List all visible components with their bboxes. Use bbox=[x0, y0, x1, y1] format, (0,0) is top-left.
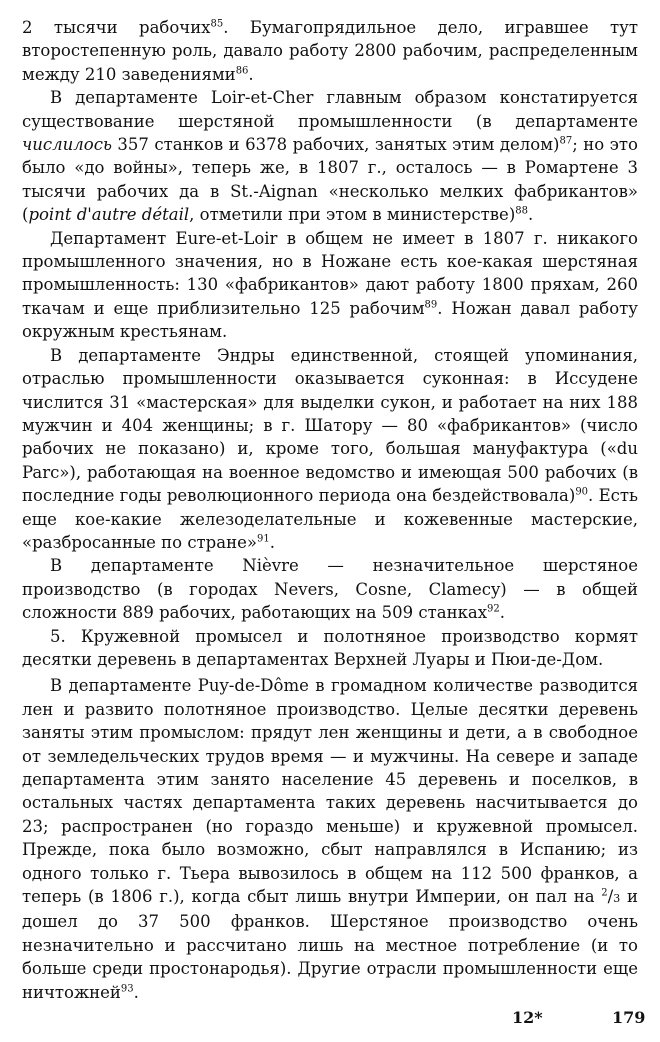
page-number: 179 bbox=[612, 1008, 646, 1027]
footnote-ref: 2 bbox=[601, 887, 608, 899]
footnote-ref: 86 bbox=[235, 65, 249, 77]
footnote-ref: 90 bbox=[575, 486, 589, 498]
paragraph bbox=[22, 86, 638, 226]
text-run: 2 тысячи рабочих bbox=[22, 18, 211, 37]
text-run: 5. Кружевной промысел и полотняное производство кормят десятки деревень в департаментах Верхней Луары и Пюи-де-Дом. bbox=[22, 626, 638, 669]
fraction-part: 3 bbox=[613, 892, 621, 906]
footnote-ref: 89 bbox=[424, 299, 438, 311]
paragraph bbox=[22, 227, 638, 344]
text-run: . bbox=[248, 64, 254, 84]
text-run: В департаменте Эндры единственной, стоящей упоминания, отраслью промышленности оказывается суконная: в Иссудене числится 31 «мастерская» для выделки сукон, и работает на них 188 мужчин и 404 женщины; в г. Шатору — 80 «фабрикантов» (число рабочих не показано) и, кроме того, большая мануфактура («du Parc»), работающая на военное ведомство и имеющая 500 рабочих (в последние годы революционного периода она бездействовала) bbox=[22, 345, 638, 506]
footnote-ref: 92 bbox=[487, 603, 500, 615]
italic-text: числилось bbox=[22, 135, 112, 155]
text-run: ; но это было «до войны», теперь же, в 1807 г., осталось — в Ромартене 3 тысячи рабочих да в St.-Aignan «несколько мелких фабрикантов» ( bbox=[22, 135, 638, 225]
text-run: , отметили при этом в министерстве) bbox=[189, 205, 516, 225]
text-run: и дошел до 37 500 франков. Шерстяное производство очень незначительно и рассчитано лишь на местное потребление (и то больше среди простонародья). Другие отрасли промышленности еще ничтожней bbox=[22, 887, 638, 1002]
text-run: В департаменте Puy-de-Dôme в громадном количестве разводится лен и развито полотняное производство. Целые десятки деревень заняты этим промыслом: прядут лен женщины и дети, а в свободное от земледельческих трудов время — и мужчины. На севере и западе департамента этим занято население 45 деревень и поселков, в остальных частях департамента таких деревень насчитывается до 23; распространен (но гораздо меньше) и кружевной промысел. Прежде, пока было возможно, сбыт направлялся в Испанию; из одного только г. Тьера вывозилось в общем на 112 500 франков, а теперь (в 1806 г.), когда сбыт лишь внутри Империи, он пал на bbox=[22, 676, 638, 907]
paragraph bbox=[22, 16, 638, 86]
printer-signature-mark: 12* bbox=[512, 1008, 543, 1027]
text-run: . bbox=[528, 205, 534, 225]
italic-text: point d'autre détail bbox=[28, 205, 190, 225]
paragraph bbox=[22, 674, 638, 1004]
text-run: В департаменте Nièvre — незначительное шерстяное производство (в городах Nevers, Cosne, Clamecy) — в общей сложности 889 рабочих, работающих на 509 станках bbox=[22, 556, 638, 623]
paragraph bbox=[22, 625, 638, 672]
footnote-ref: 87 bbox=[559, 135, 573, 147]
footnote-ref: 93 bbox=[120, 983, 134, 995]
text-run: . Бумагопрядильное дело, игравшее тут второстепенную роль, давало работу 2800 рабочим, распределенным между 210 заведениями bbox=[22, 18, 638, 84]
text-run: В департаменте Loir-et-Cher главным образом констатируется существование шерстяной промышленности (в департаменте bbox=[22, 88, 638, 131]
text-run: Департамент Eure-et-Loir в общем не имеет в 1807 г. никакого промышленного значения, но в Ножане есть кое-какая шерстяная промышленность: 130 «фабрикантов» дают работу 1800 пряхам, 260 ткачам и еще приблизительно 125 рабочим bbox=[22, 228, 638, 318]
text-run: . bbox=[133, 982, 139, 1002]
text-run: 357 станков и 6378 рабочих, занятых этим делом) bbox=[111, 135, 560, 155]
text-run: . Есть еще кое-какие железоделательные и кожевенные мастерские, «разбросанные по стране» bbox=[22, 486, 638, 552]
paragraph bbox=[22, 554, 638, 624]
text-run: . bbox=[269, 532, 275, 552]
footnote-ref: 88 bbox=[515, 205, 528, 217]
page-text-body bbox=[22, 16, 638, 1004]
text-run: / bbox=[607, 887, 614, 907]
paragraph bbox=[22, 344, 638, 555]
footnote-ref: 85 bbox=[210, 18, 224, 30]
text-run: . bbox=[499, 603, 506, 623]
footnote-ref: 91 bbox=[256, 533, 270, 545]
text-run: . Ножан давал работу окружным крестьянам. bbox=[22, 298, 638, 342]
